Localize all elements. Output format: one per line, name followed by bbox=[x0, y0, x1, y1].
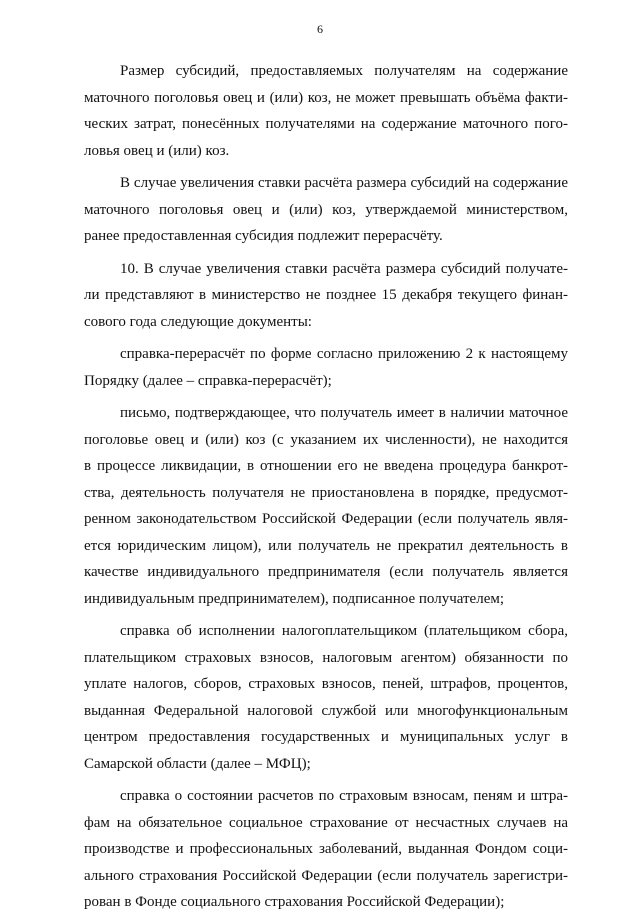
text-line: Порядку (далее – справка-перерасчёт); bbox=[84, 372, 332, 389]
text-line: ческих затрат, понесённых получателями на содержание маточного пого- bbox=[84, 116, 568, 132]
document-body bbox=[84, 58, 568, 916]
text-line: центром предоставления государственных и муниципальных услуг в bbox=[84, 729, 568, 745]
paragraph-confirmation-letter bbox=[84, 400, 568, 612]
paragraph-item-10 bbox=[84, 256, 568, 336]
paragraph-subsidy-limit bbox=[84, 58, 568, 164]
text-line: качестве индивидуального предпринимателя (если получатель является bbox=[84, 564, 568, 580]
text-line: маточного поголовья овец и (или) коз, не может превышать объёма факти- bbox=[84, 89, 568, 106]
text-line: уплате налогов, сборов, страховых взносов, пеней, штрафов, процентов, bbox=[84, 676, 568, 692]
text-line: индивидуальным предпринимателем), подписанное получателем; bbox=[84, 590, 505, 607]
text-line: маточного поголовья овец и (или) коз, утверждаемой министерством, bbox=[84, 201, 568, 218]
text-line: ли представляют в министерство не позднее 15 декабря текущего финан- bbox=[84, 287, 568, 303]
text-line: Размер субсидий, предоставляемых получателям на содержание bbox=[120, 63, 568, 79]
text-line: ловья овец и (или) коз. bbox=[84, 142, 230, 159]
text-line: В случае увеличения ставки расчёта размера субсидий на содержание bbox=[120, 175, 568, 191]
text-line: рован в Фонде социального страхования Российской Федерации); bbox=[84, 894, 505, 910]
text-line: 10. В случае увеличения ставки расчёта размера субсидий получате- bbox=[120, 260, 568, 277]
text-line: ства, деятельность получателя не приостановлена в порядке, предусмот- bbox=[84, 484, 568, 501]
text-line: выданная Федеральной налоговой службой или многофункциональным bbox=[84, 702, 568, 719]
text-line: ется юридическим лицом), или получатель не прекратил деятельность в bbox=[84, 537, 568, 554]
paragraph-tax-certificate bbox=[84, 618, 568, 777]
text-line: ранее предоставленная субсидия подлежит перерасчёту. bbox=[84, 228, 443, 244]
text-line: ального страхования Российской Федерации (если получатель зарегистри- bbox=[84, 867, 568, 884]
page-number: 6 bbox=[317, 22, 323, 36]
paragraph-rate-increase bbox=[84, 170, 568, 250]
text-line: ренном законодательством Российской Федерации (если получатель явля- bbox=[84, 511, 568, 527]
text-line: фам на обязательное социальное страхование от несчастных случаев на bbox=[84, 814, 568, 831]
text-line: сового года следующие документы: bbox=[84, 313, 312, 330]
text-line: в процессе ликвидации, в отношении его не введена процедура банкрот- bbox=[84, 458, 568, 474]
text-line: справка-перерасчёт по форме согласно приложению 2 к настоящему bbox=[120, 346, 568, 362]
text-line: производстве и профессиональных заболеваний, выданная Фондом соци- bbox=[84, 841, 568, 857]
text-line: плательщиком страховых взносов, налоговым агентом) обязанности по bbox=[84, 649, 568, 666]
text-line: справка об исполнении налогоплательщиком (плательщиком сбора, bbox=[120, 623, 568, 639]
text-line: поголовье овец и (или) коз (с указанием их численности), не находится bbox=[84, 431, 568, 448]
text-line: Самарской области (далее – МФЦ); bbox=[84, 755, 311, 772]
paragraph-recalculation-certificate bbox=[84, 341, 568, 394]
paragraph-insurance-certificate bbox=[84, 783, 568, 916]
text-line: письмо, подтверждающее, что получатель имеет в наличии маточное bbox=[120, 405, 568, 421]
text-line: справка о состоянии расчетов по страховым взносам, пеням и штра- bbox=[120, 788, 568, 804]
